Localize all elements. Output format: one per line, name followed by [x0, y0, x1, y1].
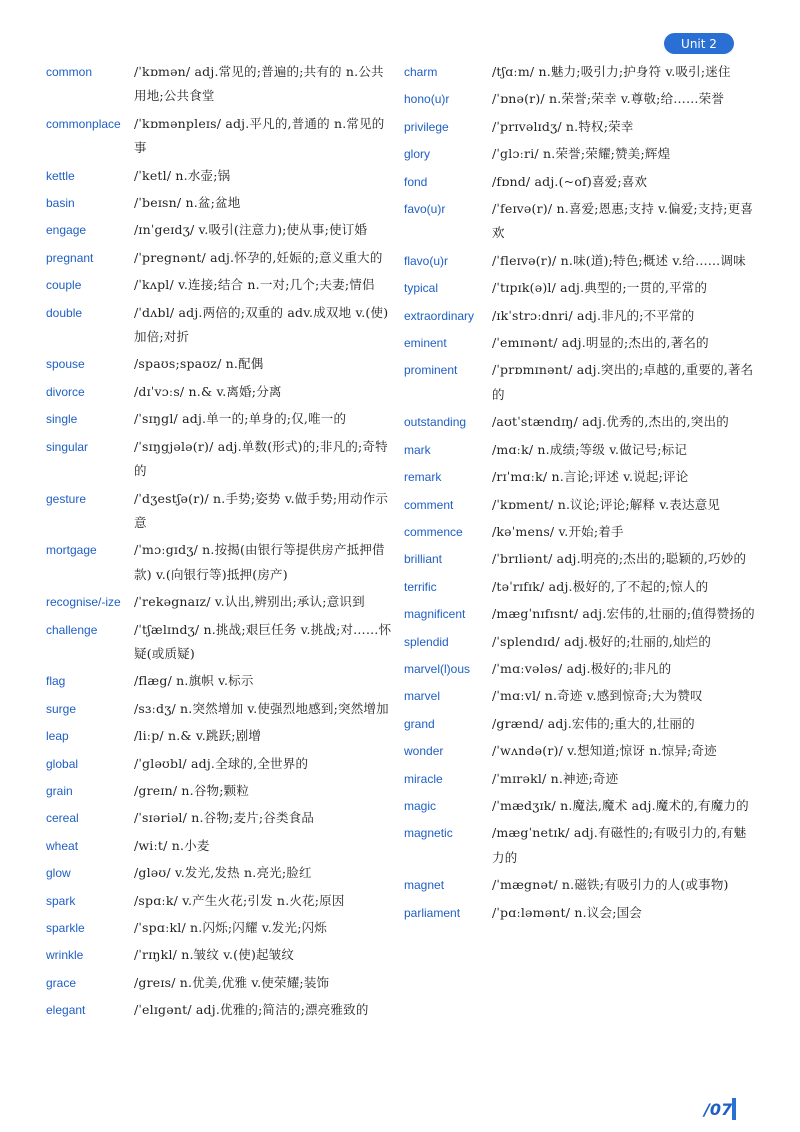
vocab-word: couple: [46, 278, 82, 293]
vocab-entry: [46, 590, 394, 614]
vocab-entry: [404, 901, 756, 925]
vocab-entry: [404, 602, 756, 626]
vocab-entry: [404, 630, 756, 654]
vocab-entry: [46, 779, 394, 803]
vocab-word: hono(u)r: [404, 92, 450, 107]
vocab-entry: [46, 218, 394, 242]
vocab-definition: /aʊtˈstændɪŋ/ adj.优秀的,杰出的,突出的: [492, 414, 729, 430]
vocab-word: basin: [46, 196, 75, 211]
vocab-definition: /kəˈmens/ v.开始;着手: [492, 523, 624, 539]
vocab-entry: [404, 520, 756, 544]
vocab-word: brilliant: [404, 552, 443, 567]
vocab-word: grace: [46, 975, 77, 990]
vocab-entry: [404, 794, 756, 818]
vocab-definition: /mægˈnetɪk/ adj.有磁性的;有吸引力的,有魅力的: [492, 825, 747, 865]
unit-badge: Unit 2: [664, 33, 734, 54]
vocab-word: spouse: [46, 357, 85, 372]
vocab-word: magnet: [404, 878, 445, 893]
vocab-entry: [46, 669, 394, 693]
vocab-word: glow: [46, 866, 71, 881]
vocab-definition: /ˈbeɪsn/ n.盆;盆地: [134, 195, 241, 211]
vocab-entry: [404, 276, 756, 300]
vocab-definition: /fɒnd/ adj.(~of)喜爱;喜欢: [492, 173, 648, 189]
vocab-entry: [404, 249, 756, 273]
vocab-entry: [404, 684, 756, 708]
vocab-word: divorce: [46, 384, 85, 399]
vocab-entry: [46, 407, 394, 431]
vocab-word: mark: [404, 442, 431, 457]
vocab-definition: /ˈwʌndə(r)/ v.想知道;惊讶 n.惊异;奇迹: [492, 743, 717, 759]
vocab-definition: /ˈketl/ n.水壶;锅: [134, 167, 231, 183]
vocab-word: prominent: [404, 363, 458, 378]
vocab-word: terrific: [404, 579, 437, 594]
page-number: /07: [704, 1100, 733, 1119]
vocab-word: comment: [404, 497, 454, 512]
vocab-entry: [404, 438, 756, 462]
vocab-entry: [404, 331, 756, 355]
vocab-word: marvel(l)ous: [404, 661, 471, 676]
vocab-entry: [46, 998, 394, 1022]
vocab-entry: [404, 739, 756, 763]
vocab-word: eminent: [404, 336, 447, 351]
vocab-word: mortgage: [46, 543, 97, 558]
vocab-entry: [404, 493, 756, 517]
vocab-definition: /ˈsɪŋgjələ(r)/ adj.单数(形式)的;非凡的;奇特的: [134, 438, 388, 479]
vocab-word: single: [46, 412, 78, 427]
vocab-entry: [46, 724, 394, 748]
vocab-definition: /grænd/ adj.宏伟的;重大的,壮丽的: [492, 715, 695, 731]
vocab-word: leap: [46, 729, 69, 744]
vocab-entry: [46, 273, 394, 297]
right-column: [404, 60, 756, 928]
vocab-word: challenge: [46, 622, 98, 637]
vocab-word: magnificent: [404, 607, 466, 622]
vocab-word: double: [46, 305, 83, 320]
vocab-word: grand: [404, 716, 435, 731]
vocab-definition: /ˈmægnət/ n.磁铁;有吸引力的人(或事物): [492, 877, 729, 893]
vocab-word: commence: [404, 524, 463, 539]
vocab-definition: /ˈelɪgənt/ adj.优雅的;简洁的;漂亮雅致的: [134, 1002, 369, 1018]
vocab-word: grain: [46, 783, 73, 798]
vocab-entry: [46, 112, 394, 161]
vocab-definition: /gləʊ/ v.发光,发热 n.亮光;脸红: [134, 865, 312, 881]
vocab-entry: [46, 435, 394, 484]
vocab-definition: /ˈsplendɪd/ adj.极好的;壮丽的,灿烂的: [492, 633, 712, 649]
vocab-definition: /ˈmɔːgɪdʒ/ n.按揭(由银行等提供房产抵押借款) v.(向银行等)抵押(房产): [134, 542, 385, 582]
vocab-definition: /ˈrekəgnaɪz/ v.认出,辨别出;承认;意识到: [134, 594, 365, 610]
vocab-definition: /ˈglɔːri/ n.荣誉;荣耀;赞美;辉煌: [492, 146, 671, 162]
vocab-definition: /ˈbrɪliənt/ adj.明亮的;杰出的;聪颖的,巧妙的: [492, 551, 747, 567]
vocab-definition: /ˈmædʒɪk/ n.魔法,魔术 adj.魔术的,有魔力的: [492, 797, 749, 813]
vocab-definition: /tʃɑːm/ n.魅力;吸引力;护身符 v.吸引;迷住: [492, 64, 731, 79]
vocab-definition: /ˈprɪvəlɪdʒ/ n.特权;荣幸: [492, 118, 634, 134]
vocab-word: splendid: [404, 634, 449, 649]
vocab-definition: /ˈrɪŋkl/ n.皱纹 v.(使)起皱纹: [134, 947, 295, 963]
vocab-definition: /flæg/ n.旗帜 v.标示: [134, 673, 254, 689]
vocab-word: pregnant: [46, 250, 94, 265]
vocab-entry: [404, 142, 756, 166]
vocab-definition: /liːp/ n.& v.跳跃;剧增: [134, 728, 262, 744]
vocab-definition: /ˈtʃælɪndʒ/ n.挑战;艰巨任务 v.挑战;对……怀疑(或质疑): [134, 621, 392, 661]
vocab-entry: [404, 60, 756, 84]
vocab-entry: [404, 410, 756, 434]
vocab-word: miracle: [404, 771, 443, 786]
vocab-definition: /spɑːk/ v.产生火花;引发 n.火花;原因: [134, 892, 345, 908]
vocab-entry: [46, 889, 394, 913]
vocab-definition: /ˈkɒmən/ adj.常见的;普遍的;共有的 n.公共用地;公共食堂: [134, 64, 384, 104]
vocab-definition: /ˈdʌbl/ adj.两倍的;双重的 adv.成双地 v.(使)加倍;对折: [134, 304, 389, 345]
vocab-word: wheat: [46, 838, 79, 853]
vocab-entry: [46, 352, 394, 376]
vocab-definition: /rɪˈmɑːk/ n.言论;评述 v.说起;评论: [492, 469, 689, 485]
vocab-entry: [404, 465, 756, 489]
vocab-entry: [404, 115, 756, 139]
vocab-word: cereal: [46, 811, 79, 826]
vocab-word: remark: [404, 470, 442, 485]
vocab-word: flag: [46, 674, 66, 689]
vocab-definition: /təˈrɪfɪk/ adj.极好的,了不起的;惊人的: [492, 578, 709, 594]
vocab-definition: /ˈmɪrəkl/ n.神迹;奇迹: [492, 770, 619, 786]
vocab-entry: [404, 87, 756, 111]
vocab-definition: /sɜːdʒ/ n.突然增加 v.使强烈地感到;突然增加: [134, 700, 389, 716]
vocab-entry: [404, 767, 756, 791]
vocab-word: global: [46, 756, 79, 771]
vocab-entry: [404, 197, 756, 246]
vocab-entry: [46, 971, 394, 995]
vocab-entry: [46, 60, 394, 109]
vocab-word: surge: [46, 701, 77, 716]
vocab-word: singular: [46, 439, 89, 454]
vocab-entry: [46, 380, 394, 404]
vocab-word: sparkle: [46, 921, 85, 935]
vocab-entry: [46, 916, 394, 940]
vocab-word: outstanding: [404, 415, 467, 430]
vocab-word: engage: [46, 223, 87, 238]
vocab-word: parliament: [404, 905, 461, 920]
vocab-word: gesture: [46, 491, 87, 506]
vocab-definition: /spaʊs;spaʊz/ n.配偶: [134, 356, 264, 372]
vocab-word: wonder: [404, 744, 444, 759]
vocab-definition: /ˈgləʊbl/ adj.全球的,全世界的: [134, 755, 309, 771]
vocab-entry: [404, 873, 756, 897]
vocab-entry: [46, 191, 394, 215]
vocab-entry: [46, 806, 394, 830]
vocab-entry: [404, 358, 756, 407]
vocab-definition: /ˈkɒment/ n.议论;评论;解释 v.表达意见: [492, 496, 721, 512]
vocab-definition: /mægˈnɪfɪsnt/ adj.宏伟的,壮丽的;值得赞扬的: [492, 606, 755, 622]
vocab-entry: [46, 538, 394, 587]
vocab-word: recognise/-ize: [46, 595, 121, 610]
vocab-entry: [404, 821, 756, 870]
vocab-word: privilege: [404, 119, 449, 134]
vocab-definition: /ˈprɒmɪnənt/ adj.突出的;卓越的,重要的,著名的: [492, 362, 754, 402]
vocab-definition: /ˈmɑːvələs/ adj.极好的;非凡的: [492, 660, 672, 676]
vocab-word: commonplace: [46, 116, 121, 131]
vocab-word: flavo(u)r: [404, 253, 449, 268]
vocab-word: fond: [404, 174, 428, 189]
vocab-definition: /wiːt/ n.小麦: [134, 837, 210, 853]
vocab-definition: /ˈtɪpɪk(ə)l/ adj.典型的;一贯的,平常的: [492, 280, 708, 296]
left-column: [46, 60, 394, 1026]
vocab-word: magic: [404, 798, 437, 813]
vocab-definition: /ˈsɪŋgl/ adj.单一的;单身的;仅,唯一的: [134, 411, 347, 427]
vocab-word: wrinkle: [46, 948, 84, 963]
vocab-definition: /mɑːk/ n.成绩;等级 v.做记号;标记: [492, 441, 688, 457]
vocab-definition: /ˈɒnə(r)/ n.荣誉;荣幸 v.尊敬;给……荣誉: [492, 91, 725, 107]
vocab-word: typical: [404, 281, 439, 296]
vocab-word: elegant: [46, 1003, 86, 1018]
vocab-word: charm: [404, 65, 438, 79]
vocab-entry: [46, 752, 394, 776]
vocab-definition: /ˈdʒestʃə(r)/ n.手势;姿势 v.做手势;用动作示意: [134, 490, 389, 530]
vocab-entry: [46, 164, 394, 188]
vocab-entry: [46, 861, 394, 885]
vocab-entry: [404, 657, 756, 681]
vocab-word: common: [46, 65, 93, 79]
vocab-entry: [46, 834, 394, 858]
vocab-word: kettle: [46, 168, 75, 183]
vocab-definition: /ˈspɑːkl/ n.闪烁;闪耀 v.发光;闪烁: [134, 920, 328, 935]
vocab-entry: [46, 943, 394, 967]
vocab-word: marvel: [404, 689, 441, 704]
vocab-entry: [46, 301, 394, 350]
vocab-definition: /ˈfleɪvə(r)/ n.味(道);特色;概述 v.给……调味: [492, 252, 746, 268]
vocab-word: spark: [46, 893, 76, 908]
vocab-word: glory: [404, 147, 431, 162]
vocab-definition: /ˈemɪnənt/ adj.明显的;杰出的,著名的: [492, 335, 709, 351]
vocab-entry: [404, 170, 756, 194]
vocab-entry: [404, 304, 756, 328]
vocab-definition: /dɪˈvɔːs/ n.& v.离婚;分离: [134, 383, 282, 399]
vocab-definition: /ˈpɑːləmənt/ n.议会;国会: [492, 904, 643, 920]
vocab-word: favo(u)r: [404, 202, 446, 217]
vocab-definition: /ˈkɒmənpleɪs/ adj.平凡的,普通的 n.常见的事: [134, 115, 385, 156]
vocab-entry: [46, 697, 394, 721]
vocab-definition: /ɪnˈgeɪdʒ/ v.吸引(注意力);使从事;使订婚: [134, 222, 368, 238]
vocab-definition: /ˈfeɪvə(r)/ n.喜爱;恩惠;支持 v.偏爱;支持;更喜欢: [492, 201, 754, 241]
vocab-word: magnetic: [404, 826, 453, 841]
vocab-definition: /greɪs/ n.优美,优雅 v.使荣耀;装饰: [134, 974, 330, 990]
vocab-entry: [46, 487, 394, 536]
vocab-word: extraordinary: [404, 308, 475, 323]
vocab-entry: [404, 547, 756, 571]
vocab-definition: /greɪn/ n.谷物;颗粒: [134, 782, 250, 798]
vocab-entry: [404, 575, 756, 599]
vocab-definition: /ˈsɪəriəl/ n.谷物;麦片;谷类食品: [134, 810, 315, 826]
vocab-definition: /ˈmɑːvl/ n.奇迹 v.感到惊奇;大为赞叹: [492, 688, 703, 704]
vocab-entry: [46, 246, 394, 270]
vocab-entry: [404, 712, 756, 736]
vocab-entry: [46, 618, 394, 667]
page-number-bar: [732, 1098, 736, 1120]
vocab-definition: /ɪkˈstrɔːdnri/ adj.非凡的;不平常的: [492, 307, 695, 323]
vocab-definition: /ˈkʌpl/ v.连接;结合 n.一对;几个;夫妻;情侣: [134, 277, 375, 293]
vocab-definition: /ˈpregnənt/ adj.怀孕的,妊娠的;意义重大的: [134, 249, 383, 265]
